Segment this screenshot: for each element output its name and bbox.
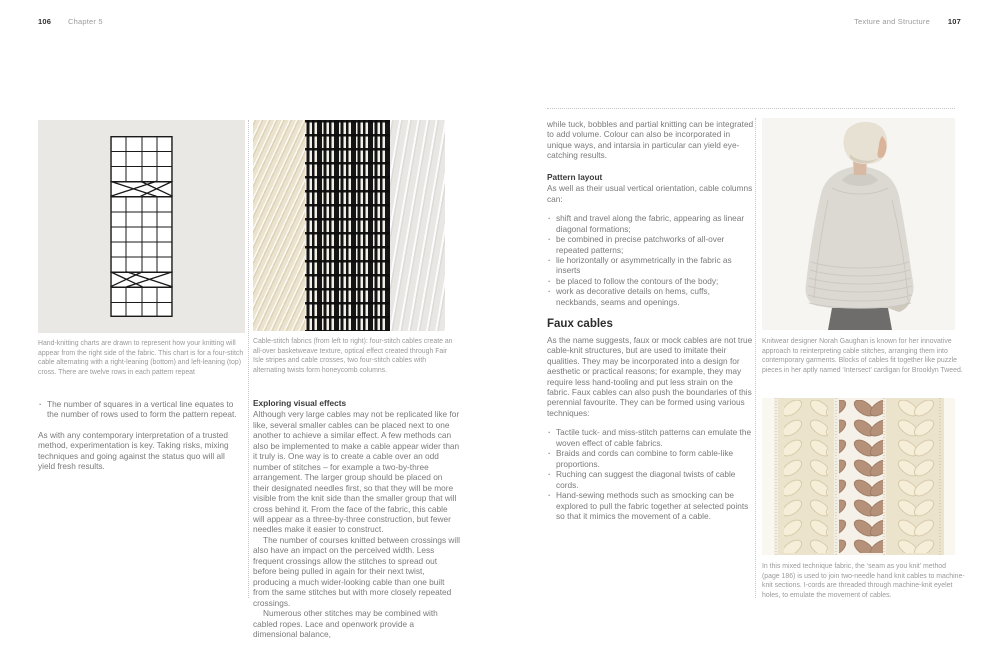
knitting-chart-panel	[38, 120, 245, 333]
mixed-technique-fabric-photo	[762, 398, 955, 555]
chart-caption: Hand-knitting charts are drawn to represent how your knitting will appear from the right side of the fabric. This chart is for a four-stitch cable alternating with a right-leaning (bottom) and left-leaning (top) cross. There are twelve rows in each pattern repeat	[38, 340, 244, 376]
faux-cables-paragraph: As the name suggests, faux or mock cables are not true cable-knit structures, but are used to imitate their qualities. They may be incorporated into a design for aesthetic or practical reasons; for example, they may require less hand-tooling and put less strain on the fabric. Faux cables can also push the boundaries of this perennial favourite. They can be formed using various techniques:	[547, 334, 753, 418]
list-item: · work as decorative details on hems, cuffs, neckbands, seams and openings.	[547, 286, 754, 307]
skirt-shape	[828, 308, 892, 330]
pattern-layout-heading: Pattern layout	[547, 171, 603, 182]
page-number-right: 107	[947, 17, 961, 26]
fair-isle-swatch	[305, 120, 390, 331]
knitting-chart	[110, 136, 173, 317]
list-item: · shift and travel along the fabric, appearing as linear diagonal formations;	[547, 213, 754, 234]
cardigan-photo-caption: Knitwear designer Norah Gaughan is known for her innovative approach to reinterpreting cable stitches, arranging them into contemporary garments. Blocks of cables fit together like puzzle pieces in her aptly named ‘Intersect’ cardigan for Brooklyn Tweed.	[762, 338, 963, 374]
exploring-visual-effects-section	[253, 398, 460, 639]
body-paragraph: Although very large cables may not be replicated like for like, several smaller cables can be placed next to one another to achieve a similar effect. A few methods can also be implemented to make a cable appear wider than it truly is. One way is to create a cable over an odd number of stitches – for example a two-by-three arrangement. The larger group should be placed on their designated needles first, so that they will be more visible from the knit side than the smaller group that will cross behind it. From the face of the fabric, this cable will appear as a three-by-three construction, but fewer needles make it easier to construct.	[253, 409, 460, 535]
body-paragraph: The number of courses knitted between crossings will also have an impact on the perceived width. Less frequent crossings allow the stitches to spread out before being pulled in again for their next twist, producing a much wider-looking cable than one built from the same stitches but with more closely repeated crossings.	[253, 534, 460, 608]
list-item: · Ruching can suggest the diagonal twists of cable cords.	[547, 469, 754, 490]
section-heading: Exploring visual effects	[253, 398, 347, 408]
column-divider-right-page	[755, 118, 756, 598]
list-item: · Braids and cords can combine to form cable-like proportions.	[547, 448, 754, 469]
honeycomb-swatch	[390, 120, 445, 331]
section-label: Texture and Structure	[854, 17, 930, 26]
list-item: · be placed to follow the contours of the body;	[547, 276, 754, 286]
list-item: · be combined in precise patchworks of all-over repeated patterns;	[547, 234, 754, 255]
list-item: · Tactile tuck- and miss-stitch patterns can emulate the woven effect of cable fabrics.	[547, 427, 754, 448]
intro-paragraph: while tuck, bobbles and partial knitting can be integrated to add volume. Colour can also be incorporated in unique ways, and intarsia in particular can yield eye-catching results.	[547, 119, 754, 161]
list-item: · Hand-sewing methods such as smocking can be explored to pull the fabric together at selected points so that it mimics the movement of a cable.	[547, 490, 754, 521]
pattern-layout-lead: As well as their usual vertical orientation, cable columns can:	[547, 183, 753, 204]
body-paragraph: Numerous other stitches may be combined with cabled ropes. Lace and openwork provide a dimensional balance,	[253, 608, 438, 639]
right-page-text-column	[547, 119, 754, 521]
fabrics-photo-caption: Cable-stitch fabrics (from left to right): four-stitch cables create an all-over basketweave texture, optical effect created through Fair Isle stripes and cable crosses, two four-stitch cables with alternating twists form honeycomb columns.	[253, 338, 453, 374]
cable-fabrics-photo	[253, 120, 445, 331]
top-rule-right-page	[547, 108, 955, 109]
column-divider-left-page	[248, 120, 249, 598]
center-icord-braid	[839, 400, 883, 553]
list-item: · lie horizontally or asymmetrically in the fabric as inserts	[547, 255, 754, 276]
right-cable-braid	[892, 400, 936, 553]
fabric2-photo-caption: In this mixed technique fabric, the ‘seam as you knit’ method (page 186) is used to join two-needle hand knit cables to machine-knit sections. I-cords are threaded through machine-knit eyelet holes, to emulate the movement of cables.	[762, 563, 965, 599]
faux-cables-list	[547, 427, 754, 521]
left-cable-braid	[784, 400, 828, 553]
intersect-cardigan-photo	[762, 118, 955, 330]
note-bullet: · The number of squares in a vertical line equates to the number of rows used to form the pattern repeat.	[38, 399, 243, 420]
basketweave-swatch	[253, 120, 305, 331]
faux-cables-heading: Faux cables	[547, 318, 613, 331]
note-paragraph: As with any contemporary interpretation of a trusted method, experimentation is key. Taking risks, mixing techniques and going against the status quo will all yield fresh results.	[38, 429, 229, 472]
chapter-label: Chapter 5	[68, 17, 103, 26]
pattern-layout-list	[547, 213, 754, 307]
left-column-notes	[38, 399, 243, 472]
page-number-left: 106	[38, 17, 52, 26]
